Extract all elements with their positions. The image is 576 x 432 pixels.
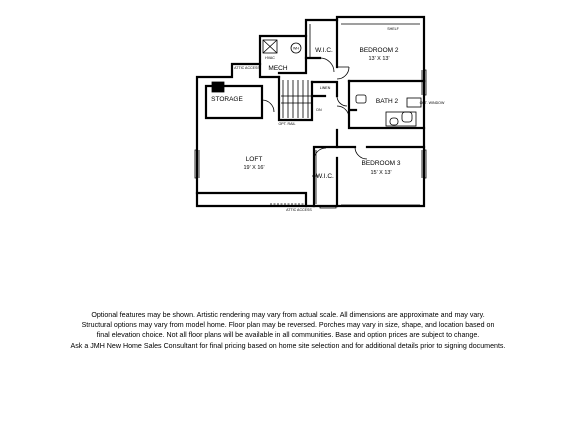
room-dim-bedroom3: 15' X 13' (370, 170, 392, 176)
room-label-bedroom2: BEDROOM 2 (359, 47, 399, 54)
room-label-bath2: BATH 2 (375, 98, 399, 105)
disclaimer-line-3: final elevation choice. Not all floor plans will be available in all communities. Base and option prices are subject to change. (96, 331, 480, 340)
disclaimer-line-2: Structural options may vary from model home. Floor plan may be reversed. Porches may vary in size, shape, and location based on (81, 321, 495, 330)
room-dim-loft: 19' X 16' (243, 165, 265, 171)
room-dim-bedroom2: 13' X 13' (368, 56, 390, 62)
note-attic-access-top: ATTIC ACCESS (234, 66, 260, 70)
stair-treads (281, 80, 311, 118)
note-hvac: HVAC (265, 56, 275, 60)
note-linen: LINEN (319, 86, 331, 90)
note-attic-access-bottom: ATTIC ACCESS (286, 208, 312, 212)
room-label-mech: MECH (268, 65, 288, 72)
room-label-bedroom3: BEDROOM 3 (361, 160, 401, 167)
room-label-wic-bottom: W.I.C. (316, 173, 334, 180)
note-dn: DN (316, 108, 322, 112)
disclaimer-text (40, 310, 536, 351)
walls (197, 17, 424, 206)
note-opt-rail: OPT. RAIL (278, 122, 296, 126)
room-label-storage: STORAGE (211, 96, 243, 103)
room-label-loft: LOFT (245, 156, 263, 163)
note-wh: WH (293, 46, 299, 51)
disclaimer-line-1: Optional features may be shown. Artistic rendering may vary from actual scale. All dimensions are approximate and may vary. (91, 311, 485, 319)
note-opt-window: OPT. WINDOW (419, 101, 445, 105)
disclaimer-line-4: Ask a JMH New Home Sales Consultant for final pricing based on home site selection and for additional details prior to signing documents. (70, 341, 506, 350)
note-shelf: SHELF (387, 27, 399, 31)
room-label-wic-top: W.I.C. (315, 47, 333, 54)
